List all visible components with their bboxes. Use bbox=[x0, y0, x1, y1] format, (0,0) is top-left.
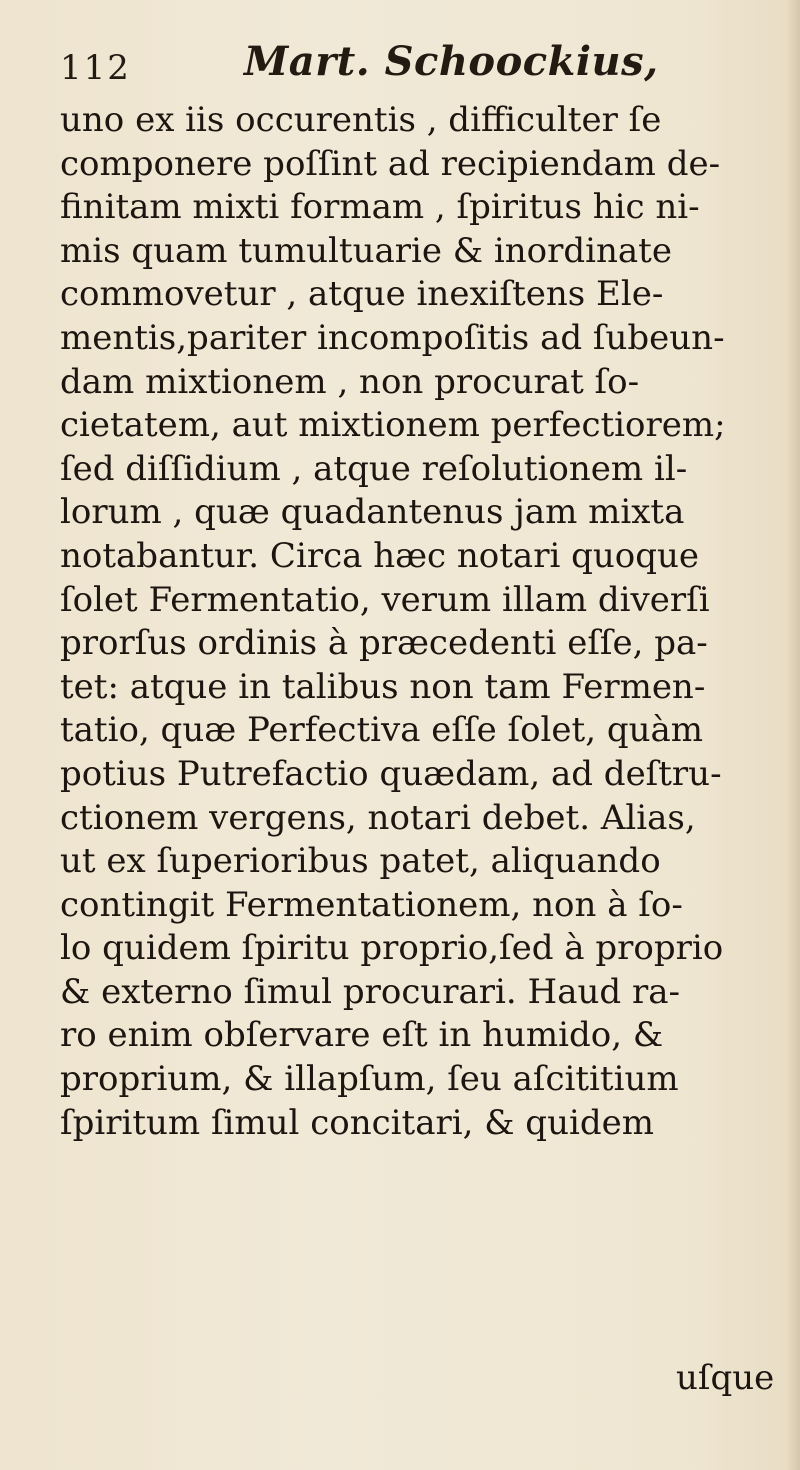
text-line: mis quam tumultuarie & inordinate bbox=[60, 230, 672, 271]
text-line: notabantur. Circa hæc notari quoque bbox=[60, 535, 700, 576]
text-line: uno ex iis occurentis , difficulter ſe bbox=[60, 100, 662, 140]
text-line: commovetur , atque inexiſtens Ele- bbox=[60, 274, 664, 315]
text-line: mentis,pariter incompoſitis ad ſubeun- bbox=[60, 317, 725, 358]
text-line: componere poſſint ad recipiendam de- bbox=[60, 143, 721, 184]
catchword: uſque bbox=[676, 1358, 775, 1398]
page-number: 112 bbox=[60, 48, 131, 88]
text-line: ſed diſſidium , atque reſolutionem il- bbox=[60, 448, 688, 489]
text-line: potius Putrefactio quædam, ad deſtru- bbox=[60, 753, 722, 794]
text-line: dam mixtionem , non procurat ſo- bbox=[60, 361, 640, 402]
text-line: ſpiritum ſimul concitari, & quidem bbox=[60, 1102, 654, 1143]
text-line: proprium, & illapſum, ſeu aſcititium bbox=[60, 1059, 679, 1100]
text-line: tet: atque in talibus non tam Fermen- bbox=[60, 666, 706, 707]
text-line: lorum , quæ quadantenus jam mixta bbox=[60, 492, 685, 533]
text-line: finitam mixti formam , ſpiritus hic ni- bbox=[60, 187, 700, 228]
running-head bbox=[60, 38, 760, 98]
text-line: ro enim obſervare eſt in humido, & bbox=[60, 1015, 664, 1056]
running-head-title: Mart. Schoockius, bbox=[244, 38, 659, 85]
text-line: ut ex ſuperioribus patet, aliquando bbox=[60, 841, 661, 882]
text-line: ctionem vergens, notari debet. Alias, bbox=[60, 797, 696, 838]
text-line: & externo ſimul procurari. Haud ra- bbox=[60, 971, 680, 1012]
body-text bbox=[60, 99, 790, 1145]
text-line: tatio, quæ Perfectiva eſſe ſolet, quàm bbox=[60, 710, 703, 751]
text-line: ſolet Fermentatio, verum illam diverſi bbox=[60, 579, 710, 620]
text-line: contingit Fermentationem, non à ſo- bbox=[60, 884, 683, 925]
text-line: prorſus ordinis à præcedenti eſſe, pa- bbox=[60, 623, 708, 664]
text-line: cietatem, aut mixtionem perfectiorem; bbox=[60, 405, 726, 446]
text-line: lo quidem ſpiritu proprio,ſed à proprio bbox=[60, 928, 724, 969]
